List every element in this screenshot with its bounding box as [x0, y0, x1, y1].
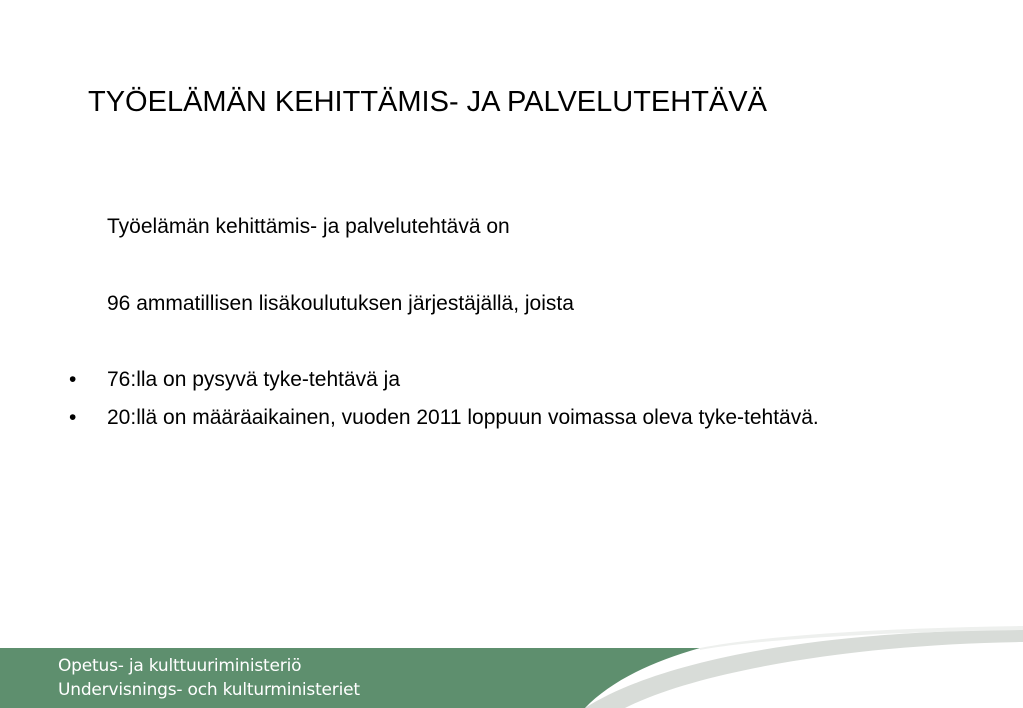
intro-line-2: 96 ammatillisen lisäkoulutuksen järjestäjällä, joista	[107, 292, 574, 315]
footer-banner	[0, 600, 1023, 708]
bullet-text: 76:lla on pysyvä tyke-tehtävä ja	[107, 368, 400, 391]
slide-title: TYÖELÄMÄN KEHITTÄMIS- JA PALVELUTEHTÄVÄ	[88, 86, 767, 118]
bullet-icon: •	[69, 406, 77, 429]
ministry-name-swedish: Undervisnings- och kulturministeriet	[58, 680, 360, 700]
bullet-icon: •	[69, 368, 77, 391]
intro-line-1: Työelämän kehittämis- ja palvelutehtävä on	[107, 215, 510, 238]
bullet-text: 20:llä on määräaikainen, vuoden 2011 loppuun voimassa oleva tyke-tehtävä.	[107, 406, 819, 429]
ministry-name-finnish: Opetus- ja kulttuuriministeriö	[58, 656, 302, 676]
